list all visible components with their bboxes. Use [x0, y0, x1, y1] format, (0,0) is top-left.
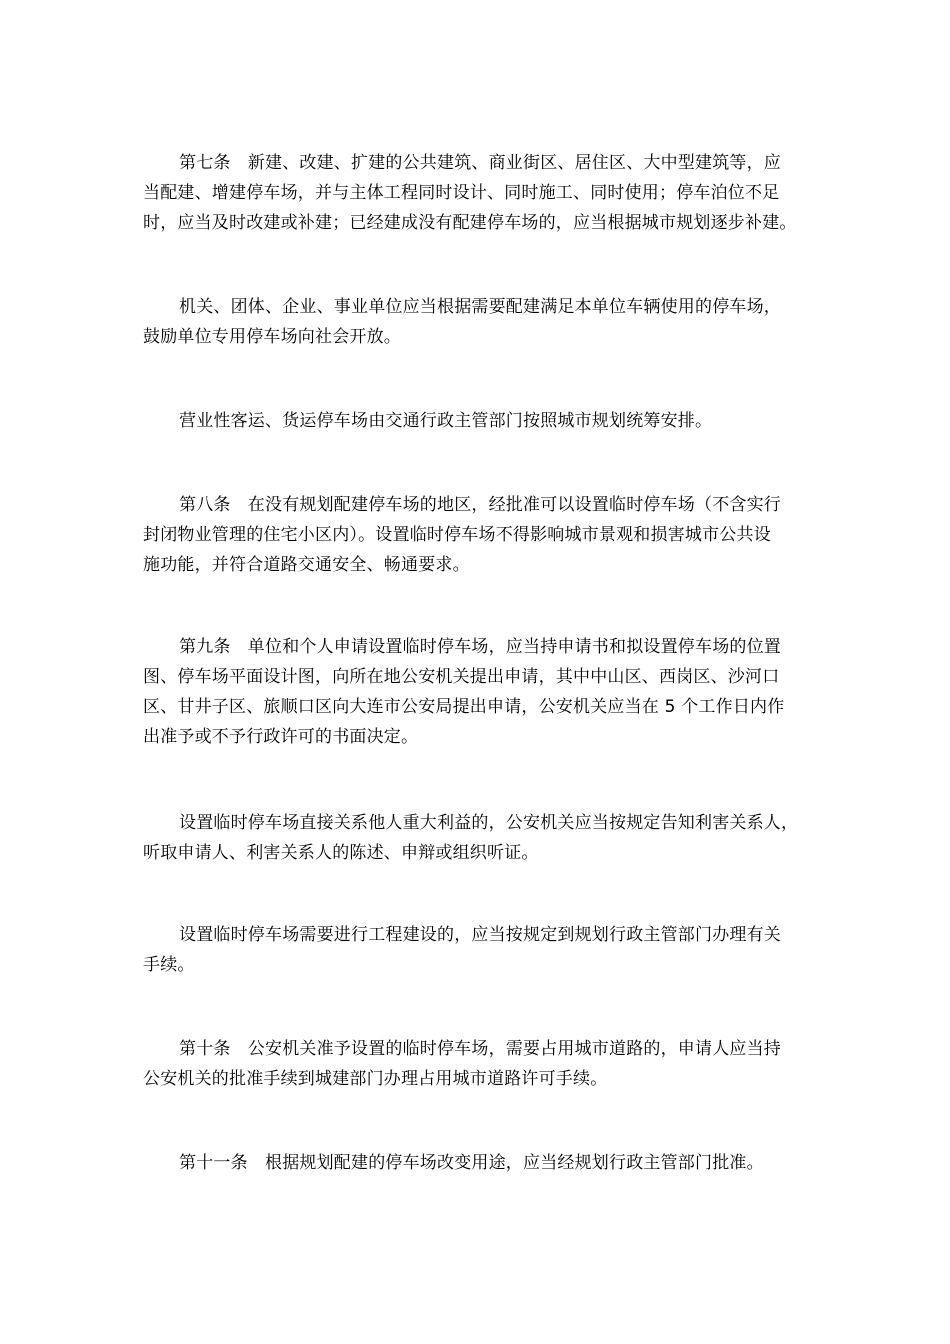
- text-line: 施功能，并符合道路交通安全、畅通要求。: [143, 555, 470, 575]
- text-line: 第九条 单位和个人申请设置临时停车场，应当持申请书和拟设置停车场的位置: [179, 637, 781, 657]
- text-line: 设置临时停车场需要进行工程建设的，应当按规定到规划行政主管部门办理有关: [179, 925, 781, 945]
- text-line: 第七条 新建、改建、扩建的公共建筑、商业街区、居住区、大中型建筑等，应: [179, 153, 781, 173]
- text-line: 机关、团体、企业、事业单位应当根据需要配建满足本单位车辆使用的停车场，: [179, 297, 781, 317]
- text-line: 第十一条 根据规划配建的停车场改变用途，应当经规划行政主管部门批准。: [179, 1153, 764, 1173]
- text-line: 图、停车场平面设计图，向所在地公安机关提出申请，其中中山区、西岗区、沙河口: [143, 667, 780, 687]
- paragraph-article-7-units: [143, 292, 843, 352]
- text-line: 第八条 在没有规划配建停车场的地区，经批准可以设置临时停车场（不含实行: [179, 495, 781, 515]
- text-line: 当配建、增建停车场，并与主体工程同时设计、同时施工、同时使用；停车泊位不足: [143, 183, 780, 203]
- paragraph-article-10: [143, 1034, 843, 1094]
- text-line: 鼓励单位专用停车场向社会开放。: [143, 327, 401, 347]
- paragraph-article-7: [143, 148, 843, 238]
- text-line: 第十条 公安机关准予设置的临时停车场，需要占用城市道路的，申请人应当持: [179, 1039, 781, 1059]
- text-line: 公安机关的批准手续到城建部门办理占用城市道路许可手续。: [143, 1069, 608, 1089]
- text-line: 时，应当及时改建或补建；已经建成没有配建停车场的，应当根据城市规划逐步补建。: [143, 213, 797, 233]
- text-line: 设置临时停车场直接关系他人重大利益的，公安机关应当按规定告知利害关系人，: [179, 813, 799, 833]
- paragraph-article-9: [143, 632, 843, 752]
- paragraph-article-9-hearing: [143, 808, 843, 868]
- text-line: 封闭物业管理的住宅小区内）。设置临时停车场不得影响城市景观和损害城市公共设: [143, 525, 771, 545]
- text-line: 区、甘井子区、旅顺口区向大连市公安局提出申请，公安机关应当在 5 个工作日内作: [143, 697, 785, 717]
- paragraph-article-7-commercial: [143, 406, 843, 436]
- text-line: 听取申请人、利害关系人的陈述、申辩或组织听证。: [143, 843, 539, 863]
- text-line: 营业性客运、货运停车场由交通行政主管部门按照城市规划统筹安排。: [179, 411, 713, 431]
- text-line: 出准予或不予行政许可的书面决定。: [143, 727, 419, 747]
- paragraph-article-11: [143, 1148, 843, 1178]
- paragraph-article-9-construction: [143, 920, 843, 980]
- paragraph-article-8: [143, 490, 843, 580]
- text-line: 手续。: [143, 955, 195, 975]
